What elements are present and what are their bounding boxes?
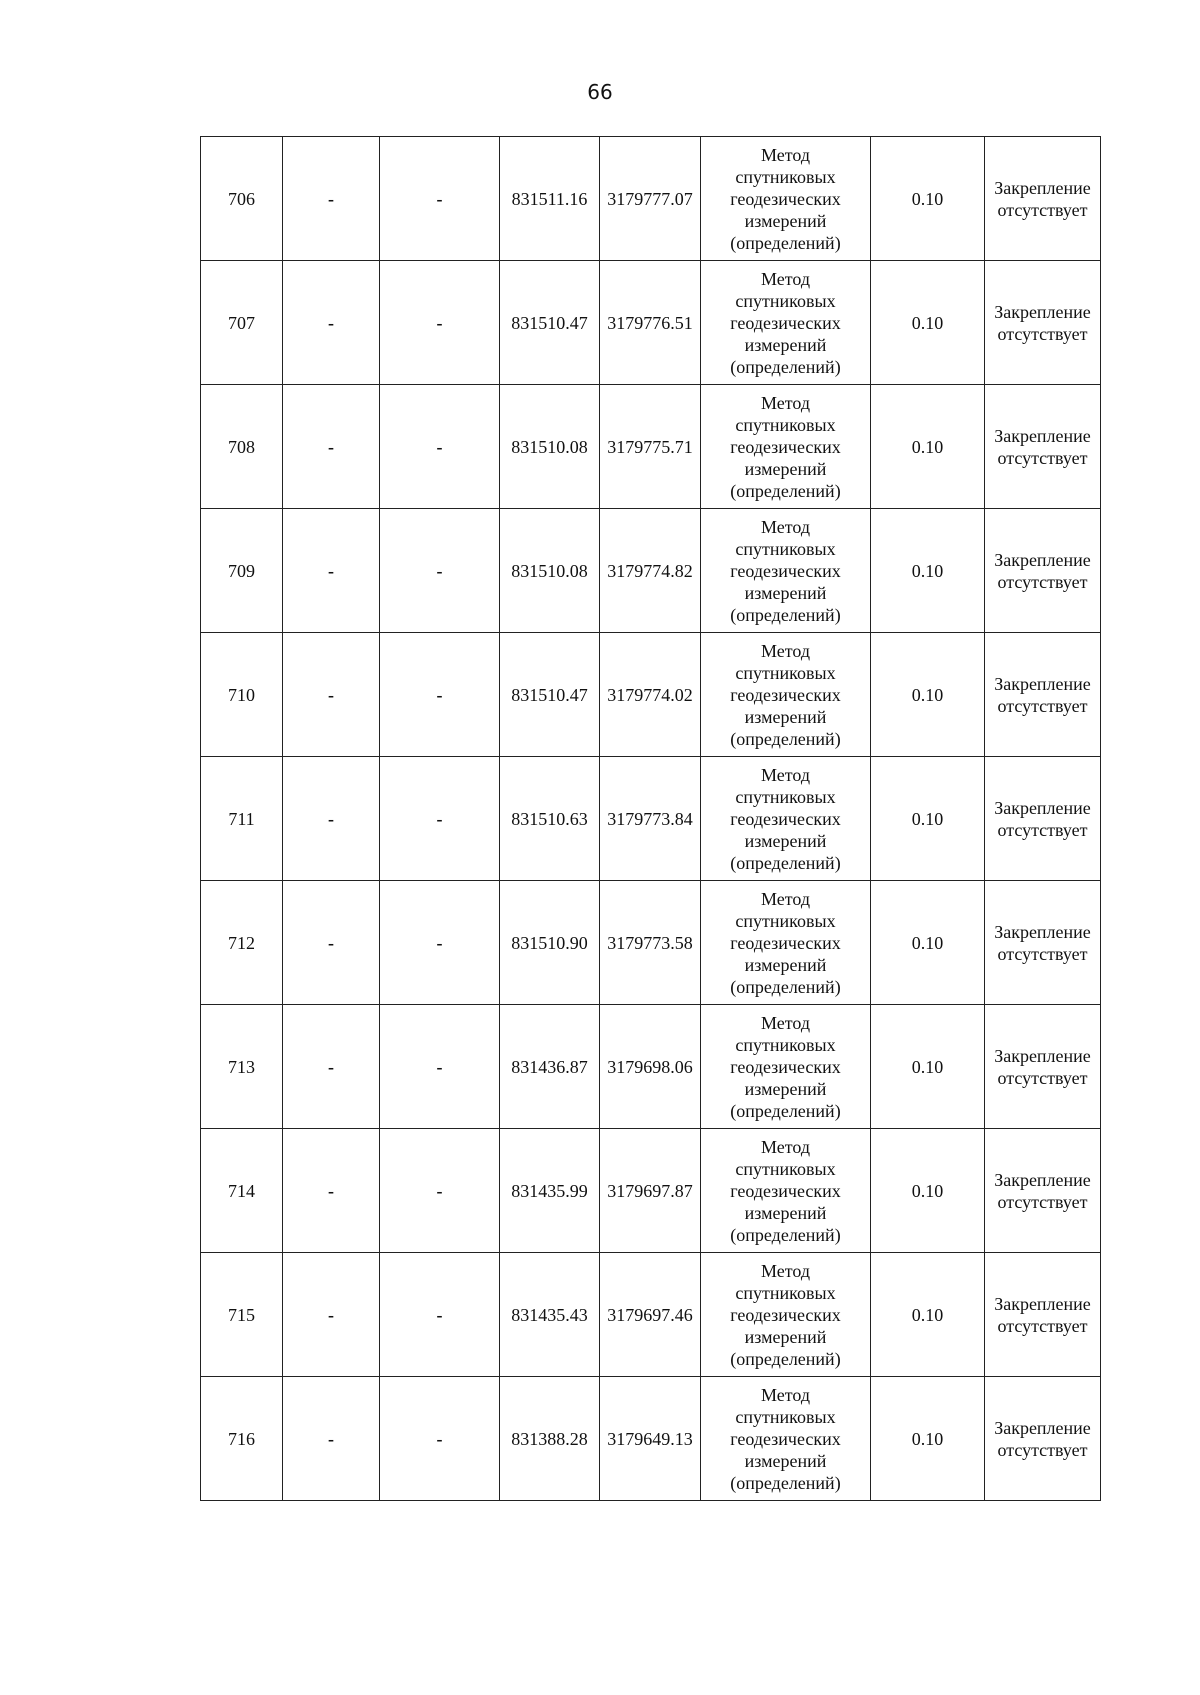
fixing-line: отсутствует [997, 447, 1088, 468]
accuracy-cell: 0.10 [871, 137, 985, 261]
fixing-line: Закрепление [994, 1417, 1091, 1438]
method-line: измерений [744, 706, 827, 727]
method-line: измерений [744, 1078, 827, 1099]
y-coordinate-cell: 3179697.87 [600, 1129, 701, 1253]
fixing-cell [985, 633, 1101, 757]
method-line: (определений) [730, 1100, 841, 1121]
method-line: геодезических [730, 1304, 841, 1325]
empty-x-cell: - [283, 137, 380, 261]
page-number: 66 [587, 80, 613, 104]
method-line: Метод [760, 144, 811, 165]
empty-x-cell: - [283, 261, 380, 385]
accuracy-cell: 0.10 [871, 757, 985, 881]
empty-x-cell: - [283, 881, 380, 1005]
method-line: спутниковых [735, 414, 836, 435]
y-coordinate-cell: 3179649.13 [600, 1377, 701, 1501]
fixing-line: отсутствует [997, 571, 1088, 592]
method-line: геодезических [730, 188, 841, 209]
fixing-line: Закрепление [994, 673, 1091, 694]
fixing-cell [985, 385, 1101, 509]
empty-x-cell: - [283, 509, 380, 633]
method-line: спутниковых [735, 1406, 836, 1427]
method-line: измерений [744, 954, 827, 975]
point-number-cell: 712 [201, 881, 283, 1005]
method-cell [701, 881, 871, 1005]
method-line: (определений) [730, 356, 841, 377]
method-line: Метод [760, 268, 811, 289]
accuracy-cell: 0.10 [871, 881, 985, 1005]
x-coordinate-cell: 831511.16 [500, 137, 600, 261]
table-row [201, 757, 1101, 881]
method-line: Метод [760, 516, 811, 537]
y-coordinate-cell: 3179775.71 [600, 385, 701, 509]
table-row [201, 633, 1101, 757]
empty-y-cell: - [380, 385, 500, 509]
x-coordinate-cell: 831510.90 [500, 881, 600, 1005]
method-line: спутниковых [735, 662, 836, 683]
method-line: (определений) [730, 852, 841, 873]
empty-y-cell: - [380, 1377, 500, 1501]
x-coordinate-cell: 831510.47 [500, 261, 600, 385]
empty-x-cell: - [283, 385, 380, 509]
x-coordinate-cell: 831435.43 [500, 1253, 600, 1377]
y-coordinate-cell: 3179697.46 [600, 1253, 701, 1377]
empty-y-cell: - [380, 1129, 500, 1253]
method-line: спутниковых [735, 166, 836, 187]
method-line: (определений) [730, 604, 841, 625]
method-line: измерений [744, 830, 827, 851]
method-line: геодезических [730, 312, 841, 333]
table-row [201, 1253, 1101, 1377]
method-line: Метод [760, 1136, 811, 1157]
table-row [201, 1005, 1101, 1129]
method-line: измерений [744, 334, 827, 355]
method-line: спутниковых [735, 290, 836, 311]
method-cell [701, 757, 871, 881]
table-row [201, 1377, 1101, 1501]
fixing-cell [985, 261, 1101, 385]
table-body [201, 137, 1101, 1501]
method-cell [701, 261, 871, 385]
method-line: (определений) [730, 232, 841, 253]
table-row [201, 881, 1101, 1005]
point-number-cell: 707 [201, 261, 283, 385]
method-line: Метод [760, 1012, 811, 1033]
method-line: спутниковых [735, 1158, 836, 1179]
accuracy-cell: 0.10 [871, 1253, 985, 1377]
x-coordinate-cell: 831510.63 [500, 757, 600, 881]
empty-y-cell: - [380, 1253, 500, 1377]
y-coordinate-cell: 3179698.06 [600, 1005, 701, 1129]
y-coordinate-cell: 3179773.58 [600, 881, 701, 1005]
fixing-line: Закрепление [994, 549, 1091, 570]
fixing-line: Закрепление [994, 425, 1091, 446]
method-line: (определений) [730, 480, 841, 501]
accuracy-cell: 0.10 [871, 1377, 985, 1501]
method-line: (определений) [730, 1348, 841, 1369]
accuracy-cell: 0.10 [871, 633, 985, 757]
method-line: спутниковых [735, 786, 836, 807]
method-line: геодезических [730, 436, 841, 457]
table-row [201, 509, 1101, 633]
method-line: спутниковых [735, 910, 836, 931]
fixing-line: Закрепление [994, 1293, 1091, 1314]
y-coordinate-cell: 3179776.51 [600, 261, 701, 385]
y-coordinate-cell: 3179774.82 [600, 509, 701, 633]
empty-y-cell: - [380, 137, 500, 261]
x-coordinate-cell: 831510.08 [500, 385, 600, 509]
method-line: Метод [760, 640, 811, 661]
empty-y-cell: - [380, 1005, 500, 1129]
y-coordinate-cell: 3179774.02 [600, 633, 701, 757]
point-number-cell: 716 [201, 1377, 283, 1501]
method-line: геодезических [730, 560, 841, 581]
method-line: (определений) [730, 1472, 841, 1493]
point-number-cell: 711 [201, 757, 283, 881]
accuracy-cell: 0.10 [871, 1005, 985, 1129]
fixing-cell [985, 881, 1101, 1005]
method-line: спутниковых [735, 1034, 836, 1055]
method-line: Метод [760, 1260, 811, 1281]
method-line: (определений) [730, 728, 841, 749]
fixing-cell [985, 1129, 1101, 1253]
fixing-line: Закрепление [994, 1169, 1091, 1190]
point-number-cell: 710 [201, 633, 283, 757]
y-coordinate-cell: 3179773.84 [600, 757, 701, 881]
method-line: геодезических [730, 808, 841, 829]
empty-x-cell: - [283, 1377, 380, 1501]
table-row [201, 137, 1101, 261]
method-cell [701, 509, 871, 633]
method-cell [701, 1253, 871, 1377]
empty-y-cell: - [380, 881, 500, 1005]
method-line: Метод [760, 888, 811, 909]
fixing-cell [985, 1253, 1101, 1377]
method-cell [701, 1129, 871, 1253]
fixing-line: отсутствует [997, 1191, 1088, 1212]
empty-y-cell: - [380, 261, 500, 385]
empty-x-cell: - [283, 1253, 380, 1377]
point-number-cell: 714 [201, 1129, 283, 1253]
empty-y-cell: - [380, 633, 500, 757]
fixing-cell [985, 757, 1101, 881]
fixing-line: отсутствует [997, 199, 1088, 220]
fixing-cell [985, 509, 1101, 633]
empty-y-cell: - [380, 509, 500, 633]
fixing-cell [985, 137, 1101, 261]
method-cell [701, 633, 871, 757]
fixing-line: Закрепление [994, 921, 1091, 942]
x-coordinate-cell: 831510.47 [500, 633, 600, 757]
fixing-line: Закрепление [994, 1045, 1091, 1066]
method-line: геодезических [730, 1428, 841, 1449]
method-line: геодезических [730, 1180, 841, 1201]
accuracy-cell: 0.10 [871, 1129, 985, 1253]
method-cell [701, 385, 871, 509]
method-line: геодезических [730, 932, 841, 953]
method-line: спутниковых [735, 1282, 836, 1303]
method-line: измерений [744, 210, 827, 231]
method-line: Метод [760, 392, 811, 413]
method-line: измерений [744, 1202, 827, 1223]
x-coordinate-cell: 831388.28 [500, 1377, 600, 1501]
method-cell [701, 1005, 871, 1129]
method-line: измерений [744, 1326, 827, 1347]
method-line: Метод [760, 764, 811, 785]
fixing-line: отсутствует [997, 1315, 1088, 1336]
point-number-cell: 713 [201, 1005, 283, 1129]
point-number-cell: 708 [201, 385, 283, 509]
fixing-line: отсутствует [997, 1067, 1088, 1088]
table-row [201, 385, 1101, 509]
method-line: измерений [744, 582, 827, 603]
empty-x-cell: - [283, 1005, 380, 1129]
point-number-cell: 715 [201, 1253, 283, 1377]
fixing-cell [985, 1005, 1101, 1129]
x-coordinate-cell: 831435.99 [500, 1129, 600, 1253]
fixing-line: Закрепление [994, 177, 1091, 198]
fixing-line: отсутствует [997, 323, 1088, 344]
method-cell [701, 1377, 871, 1501]
method-cell [701, 137, 871, 261]
method-line: измерений [744, 458, 827, 479]
method-line: спутниковых [735, 538, 836, 559]
fixing-line: Закрепление [994, 797, 1091, 818]
fixing-cell [985, 1377, 1101, 1501]
accuracy-cell: 0.10 [871, 261, 985, 385]
empty-x-cell: - [283, 757, 380, 881]
method-line: геодезических [730, 1056, 841, 1077]
fixing-line: отсутствует [997, 943, 1088, 964]
method-line: геодезических [730, 684, 841, 705]
table-row [201, 1129, 1101, 1253]
y-coordinate-cell: 3179777.07 [600, 137, 701, 261]
fixing-line: Закрепление [994, 301, 1091, 322]
x-coordinate-cell: 831510.08 [500, 509, 600, 633]
coordinates-table [200, 136, 1101, 1501]
method-line: (определений) [730, 976, 841, 997]
x-coordinate-cell: 831436.87 [500, 1005, 600, 1129]
method-line: измерений [744, 1450, 827, 1471]
accuracy-cell: 0.10 [871, 385, 985, 509]
accuracy-cell: 0.10 [871, 509, 985, 633]
empty-x-cell: - [283, 633, 380, 757]
method-line: (определений) [730, 1224, 841, 1245]
point-number-cell: 706 [201, 137, 283, 261]
fixing-line: отсутствует [997, 1439, 1088, 1460]
empty-x-cell: - [283, 1129, 380, 1253]
method-line: Метод [760, 1384, 811, 1405]
table-row [201, 261, 1101, 385]
point-number-cell: 709 [201, 509, 283, 633]
fixing-line: отсутствует [997, 695, 1088, 716]
fixing-line: отсутствует [997, 819, 1088, 840]
empty-y-cell: - [380, 757, 500, 881]
